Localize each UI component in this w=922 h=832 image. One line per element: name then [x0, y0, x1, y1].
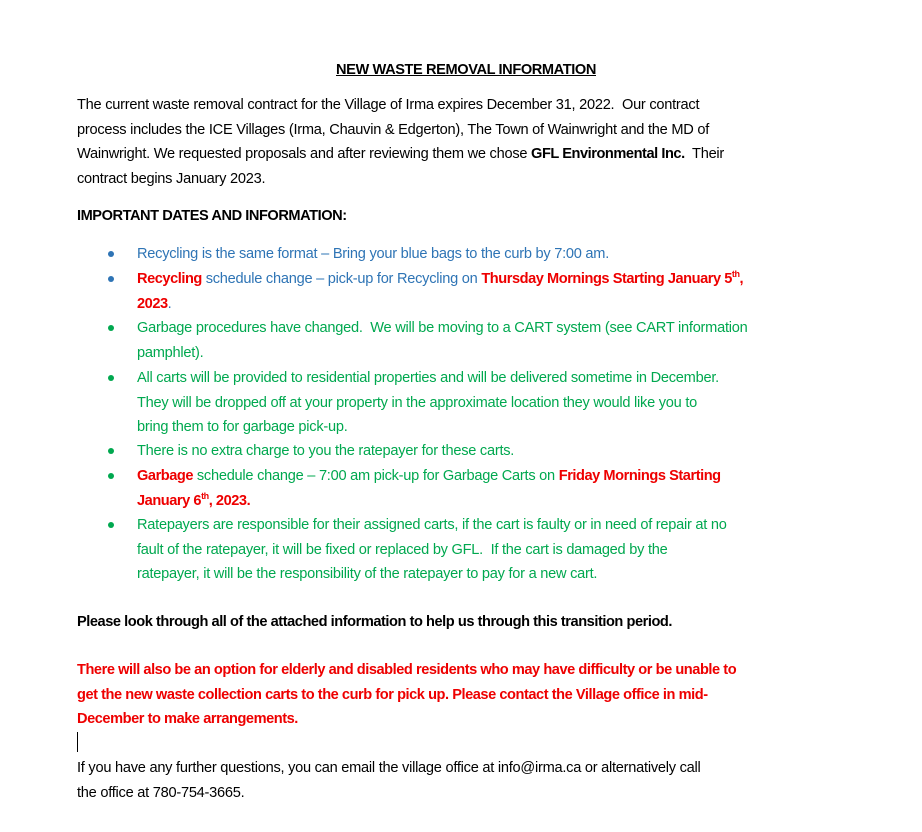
intro-line	[77, 167, 265, 191]
text-run: The current waste removal contract for the Village of Irma expires December 31, 2022. Our contract	[77, 97, 700, 113]
emphasis-text: , 2023.	[208, 492, 251, 509]
important-dates-heading: IMPORTANT DATES AND INFORMATION:	[77, 208, 347, 224]
elderly-note-line: There will also be an option for elderly and disabled residents who may have difficulty or be unable to	[77, 662, 737, 678]
emphasis-text: Recycling	[137, 271, 202, 287]
text-run: process includes the ICE Villages (Irma, Chauvin & Edgerton), The Town of Wainwright and the MD of	[77, 121, 709, 138]
text-run: schedule change – 7:00 am pick-up for Garbage Carts on	[193, 468, 559, 484]
list-item-line	[137, 341, 203, 365]
contact-line	[77, 756, 700, 780]
text-run: ratepayer, it will be the responsibility of the ratepayer to pay for a new cart.	[137, 566, 598, 582]
bullet-icon	[108, 448, 114, 454]
text-run: bring them to for garbage pick-up.	[137, 419, 348, 435]
bullet-icon	[108, 325, 114, 331]
text-run: the office at 780-754-3665.	[77, 784, 245, 801]
list-item-line	[137, 513, 727, 537]
list-item-line	[137, 391, 697, 415]
text-run: fault of the ratepayer, it will be fixed or replaced by GFL. If the cart is damaged by the	[137, 541, 668, 558]
list-item-line	[137, 267, 743, 291]
text-run: Wainwright. We requested proposals and after reviewing them we chose	[77, 146, 532, 162]
text-run: Their	[684, 146, 725, 162]
bullet-icon	[108, 473, 114, 479]
text-run: Ratepayers are responsible for their assigned carts, if the cart is faulty or in need of repair at no	[137, 517, 727, 533]
emphasis-text: Garbage	[137, 468, 194, 484]
email-link[interactable]: info@irma.ca	[497, 760, 582, 776]
emphasis-text: th	[731, 269, 740, 279]
elderly-note-line: December to make arrangements.	[77, 711, 298, 727]
list-item-line	[137, 439, 514, 463]
text-run: .	[167, 295, 172, 312]
page-title: NEW WASTE REMOVAL INFORMATION	[336, 62, 596, 78]
intro-line	[77, 93, 699, 117]
list-item-line	[137, 489, 250, 513]
emphasis-text: GFL Environmental Inc.	[531, 146, 685, 162]
text-run: If you have any further questions, you can email the village office at	[77, 760, 498, 776]
list-item-line	[137, 366, 719, 390]
contact-line	[77, 781, 244, 805]
text-run: Garbage procedures have changed. We will be moving to a CART system (see CART information	[137, 320, 748, 336]
emphasis-text: January 6	[137, 492, 202, 509]
intro-line	[77, 142, 724, 166]
text-run: contract begins January 2023.	[77, 170, 266, 187]
emphasis-text: ,	[739, 271, 744, 287]
bullet-icon	[108, 276, 114, 282]
bullet-icon	[108, 251, 114, 257]
text-run: Recycling is the same format – Bring your blue bags to the curb by 7:00 am.	[137, 246, 610, 262]
intro-line	[77, 118, 709, 142]
list-item-line	[137, 562, 597, 586]
text-run: pamphlet).	[137, 344, 204, 361]
list-item-line	[137, 242, 609, 266]
list-item-line	[137, 415, 348, 439]
list-item-line	[137, 464, 721, 488]
elderly-note-line: get the new waste collection carts to the curb for pick up. Please contact the Village office in mid-	[77, 686, 708, 703]
bullet-icon	[108, 375, 114, 381]
text-cursor	[77, 732, 78, 752]
list-item-line	[137, 316, 747, 340]
text-run: or alternatively call	[581, 760, 701, 776]
list-item-line	[137, 292, 171, 316]
bullet-icon	[108, 522, 114, 528]
text-run: They will be dropped off at your property in the approximate location they would like you to	[137, 394, 698, 411]
emphasis-text: Thursday Mornings Starting January 5	[481, 271, 732, 287]
text-run: All carts will be provided to residential properties and will be delivered sometime in December.	[137, 370, 719, 386]
transition-note: Please look through all of the attached information to help us through this transition period.	[77, 614, 672, 630]
list-item-line	[137, 538, 667, 562]
text-run: schedule change – pick-up for Recycling on	[201, 271, 482, 287]
emphasis-text: 2023	[137, 295, 168, 312]
emphasis-text: th	[201, 490, 209, 501]
emphasis-text: Friday Mornings Starting	[558, 468, 721, 484]
text-run: There is no extra charge to you the ratepayer for these carts.	[137, 443, 515, 459]
